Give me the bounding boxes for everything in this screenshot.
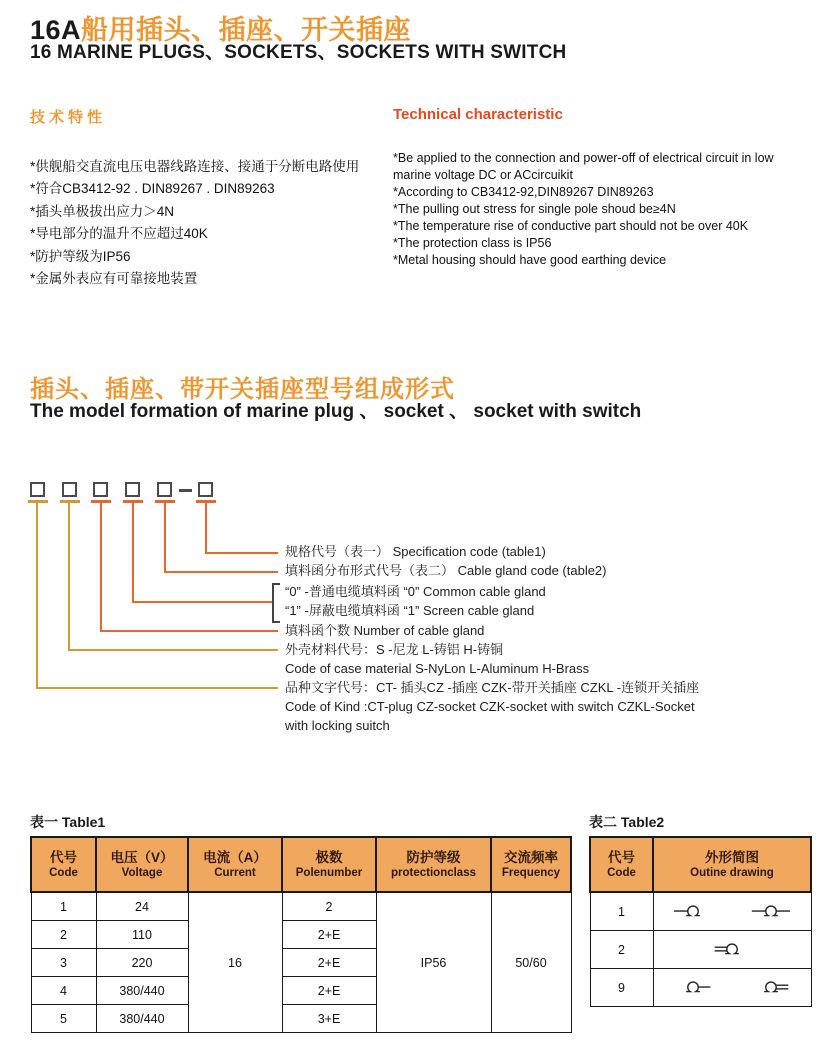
tech-item-en: *The protection class is IP56 xyxy=(393,236,552,250)
label-screen-cable-gland: “1” -屏蔽电缆填料函 “1” Screen cable gland xyxy=(285,603,535,618)
cell-protection-merged: IP56 xyxy=(376,892,491,1033)
cell-code: 5 xyxy=(31,1005,96,1033)
tech-section-en xyxy=(393,106,811,269)
underline-mark xyxy=(60,500,80,503)
table-row xyxy=(590,969,811,1007)
page-title-prefix: 16A xyxy=(30,15,82,45)
connector-line xyxy=(132,601,272,603)
tech-item-en: *Be applied to the connection and power-off of electrical circuit in low marine voltage DC or ACcircuikit xyxy=(393,151,774,182)
tech-item-zh: *金属外表应有可靠接地装置 xyxy=(30,271,198,287)
table2-header-row xyxy=(590,837,811,892)
cell-code: 2 xyxy=(590,931,653,969)
table2 xyxy=(589,836,812,1007)
tech-item-zh: *导电部分的温升不应超过40K xyxy=(30,226,208,242)
label-common-cable-gland: “0” -普通电缆填料函 “0” Common cable gland xyxy=(285,584,546,599)
cell-poles: 2+E xyxy=(282,949,376,977)
table2-header-code: 代号 Code xyxy=(590,837,653,892)
option-bracket xyxy=(272,583,280,623)
label-gland-number: 填料函个数 Number of cable gland xyxy=(285,623,485,638)
cell-poles: 2+E xyxy=(282,921,376,949)
tech-item-zh: *插头单极拔出应力＞4N xyxy=(30,203,175,219)
cell-code: 1 xyxy=(31,892,96,921)
model-heading-en: The model formation of marine plug 、 socket 、 socket with switch xyxy=(30,401,642,422)
model-heading-zh: 插头、插座、带开关插座型号组成形式 xyxy=(30,376,455,403)
table2-caption: 表二 Table2 xyxy=(589,814,665,830)
table-row xyxy=(590,931,811,969)
label-kind-code-en: Code of Kind :CT-plug CZ-socket CZK-socket with switch CZKL-Socket xyxy=(285,699,695,714)
model-code-box-4 xyxy=(125,482,140,497)
table1-header-row xyxy=(31,837,571,892)
cell-code: 3 xyxy=(31,949,96,977)
tech-heading-zh: 技术特性 xyxy=(30,109,107,126)
connector-line xyxy=(100,630,278,632)
connector-line xyxy=(36,687,278,689)
label-kind-code-zh: 品种文字代号：CT- 插头CZ -插座 CZK-带开关插座 CZKL -连锁开关插座 xyxy=(285,680,700,695)
cell-poles: 2 xyxy=(282,892,376,921)
connector-line xyxy=(100,502,102,631)
cell-voltage: 380/440 xyxy=(96,1005,188,1033)
tech-heading-en: Technical characteristic xyxy=(393,106,563,123)
cell-voltage: 24 xyxy=(96,892,188,921)
model-code-dash xyxy=(179,489,192,492)
label-kind-code-en2: with locking suitch xyxy=(285,718,390,733)
model-code-box-1 xyxy=(30,482,45,497)
tech-item-en: *The pulling out stress for single pole shoud be≥4N xyxy=(393,202,676,216)
cell-code: 1 xyxy=(590,892,653,931)
cable-right-icon xyxy=(672,980,714,995)
connector-line xyxy=(164,502,166,572)
tech-section-zh xyxy=(30,106,386,290)
label-case-material-en: Code of case material S-NyLon L-Aluminum H-Brass xyxy=(285,661,590,676)
model-code-box-3 xyxy=(93,482,108,497)
connector-line xyxy=(164,571,278,573)
label-specification-code: 规格代号（表一） Specification code (table1) xyxy=(285,544,546,559)
cell-code: 4 xyxy=(31,977,96,1005)
table1-header-frequency: 交流频率 Frequency xyxy=(491,837,571,892)
cable-left-right-icon xyxy=(750,904,792,919)
tech-item-zh: *符合CB3412-92 . DIN89267 . DIN89263 xyxy=(30,181,275,197)
label-cable-gland-code: 填料函分布形式代号（表二） Cable gland code (table2) xyxy=(285,563,607,578)
cell-voltage: 110 xyxy=(96,921,188,949)
tech-item-zh: *供舰船交直流电压电器线路连接、接通于分断电路使用 xyxy=(30,159,360,174)
table2-header-drawing: 外形简图 Outine drawing xyxy=(653,837,811,892)
model-code-box-6 xyxy=(198,482,213,497)
table1-header-voltage: 电压（V） Voltage xyxy=(96,837,188,892)
cell-poles: 3+E xyxy=(282,1005,376,1033)
cell-poles: 2+E xyxy=(282,977,376,1005)
cell-frequency-merged: 50/60 xyxy=(491,892,571,1033)
table-row xyxy=(31,892,571,921)
underline-mark xyxy=(28,500,48,503)
model-code-diagram xyxy=(30,482,820,750)
cable-double-left-icon xyxy=(711,942,753,957)
cell-code: 9 xyxy=(590,969,653,1007)
table1-caption: 表一 Table1 xyxy=(30,814,106,830)
model-code-box-5 xyxy=(157,482,172,497)
page-subtitle: 16 MARINE PLUGS、SOCKETS、SOCKETS WITH SWITCH xyxy=(30,42,567,63)
connector-line xyxy=(68,649,278,651)
model-code-box-2 xyxy=(62,482,77,497)
cable-left-icon xyxy=(672,904,714,919)
tech-item-zh: *防护等级为IP56 xyxy=(30,248,131,264)
tech-item-en: *According to CB3412-92,DIN89267 DIN89263 xyxy=(393,185,654,199)
cell-current-merged: 16 xyxy=(188,892,282,1033)
table1-header-protectionclass: 防护等级 protectionclass xyxy=(376,837,491,892)
tech-item-en: *Metal housing should have good earthing device xyxy=(393,253,667,267)
table1-header-current: 电流（A） Current xyxy=(188,837,282,892)
cell-code: 2 xyxy=(31,921,96,949)
connector-line xyxy=(205,502,207,553)
cell-voltage: 380/440 xyxy=(96,977,188,1005)
cable-double-right-icon xyxy=(750,980,792,995)
cell-voltage: 220 xyxy=(96,949,188,977)
connector-line xyxy=(68,502,70,650)
connector-line xyxy=(205,552,278,554)
connector-line xyxy=(36,502,38,688)
label-case-material-zh: 外壳材料代号：S -尼龙 L-铸铝 H-铸铜 xyxy=(285,642,504,657)
table1 xyxy=(30,836,572,1033)
tech-item-en: *The temperature rise of conductive part should not be over 40K xyxy=(393,219,749,233)
table1-header-polenumber: 极数 Polenumber xyxy=(282,837,376,892)
table1-header-code: 代号 Code xyxy=(31,837,96,892)
page-title-zh: 船用插头、插座、开关插座 xyxy=(81,15,412,45)
table-row xyxy=(590,892,811,931)
connector-line xyxy=(132,502,134,602)
